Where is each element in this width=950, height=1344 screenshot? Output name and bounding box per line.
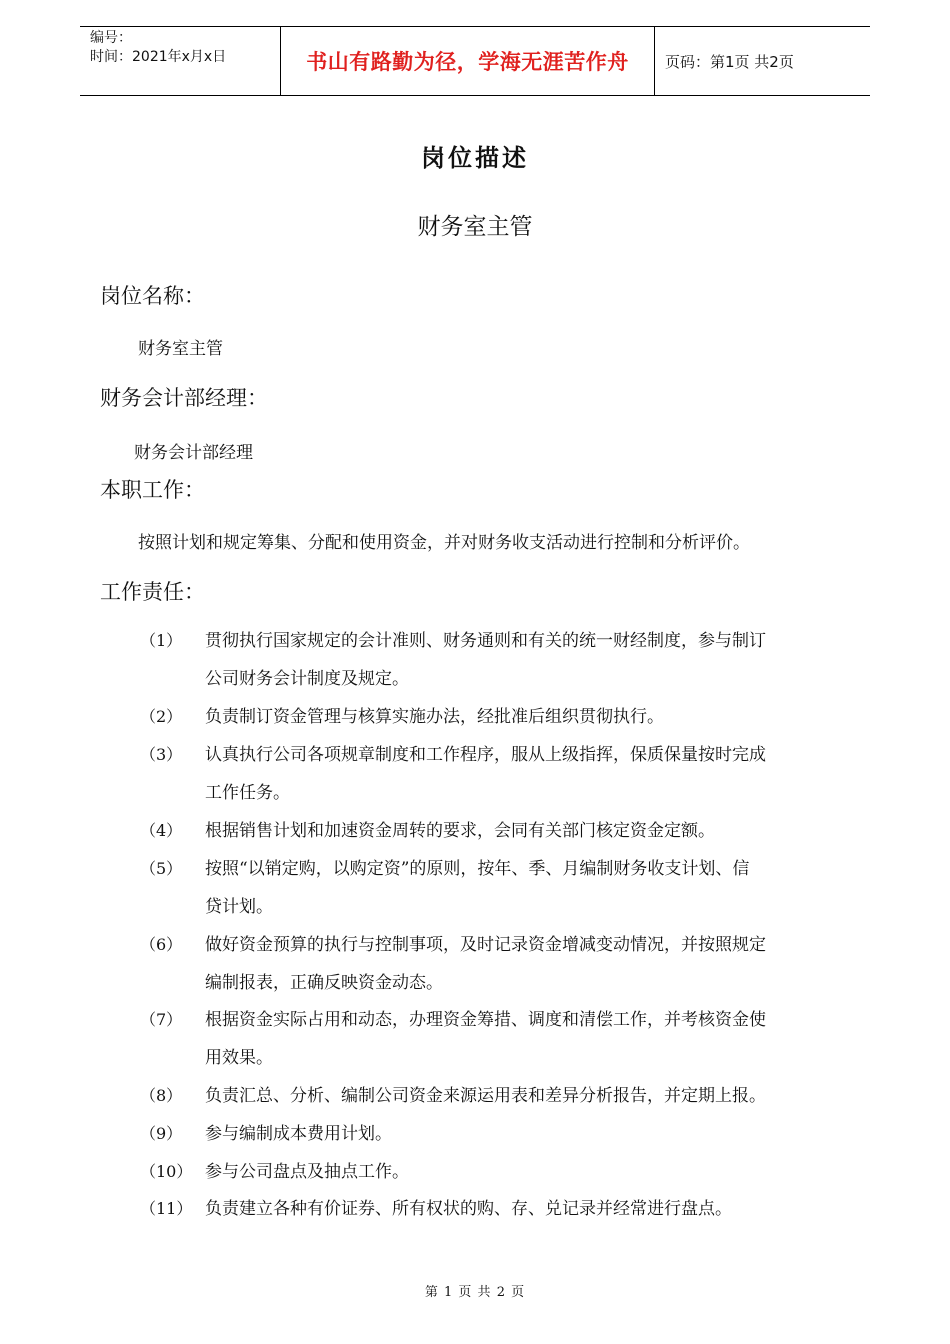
responsibility-number: （6）	[140, 935, 183, 954]
responsibility-text-cont: 用效果。	[205, 1048, 273, 1068]
responsibility-number: （8）	[140, 1086, 183, 1105]
document-header	[80, 26, 870, 96]
responsibility-text: 根据资金实际占用和动态，办理资金筹措、调度和清偿工作，并考核资金使	[205, 1010, 766, 1030]
responsibility-number: （5）	[140, 859, 183, 878]
responsibility-number: （10）	[140, 1162, 193, 1181]
responsibility-text: 负责汇总、分析、编制公司资金来源运用表和差异分析报告，并定期上报。	[205, 1086, 766, 1106]
responsibility-text-cont: 公司财务会计制度及规定。	[205, 669, 409, 689]
responsibility-text: 贯彻执行国家规定的会计准则、财务通则和有关的统一财经制度，参与制订	[205, 631, 766, 651]
header-time-label: 时间：2021年x月x日	[90, 49, 227, 65]
header-page-info: 页码：第1页 共2页	[665, 52, 794, 71]
responsibility-number: （4）	[140, 821, 183, 840]
supervisor-heading: 财务会计部经理：	[100, 386, 268, 410]
job-duty-heading: 本职工作：	[100, 478, 205, 502]
header-id-label: 编号：	[90, 30, 132, 46]
responsibility-number: （7）	[140, 1010, 183, 1029]
responsibility-text-cont: 贷计划。	[205, 897, 273, 917]
responsibility-text: 按照“以销定购，以购定资”的原则，按年、季、月编制财务收支计划、信	[205, 859, 750, 879]
responsibilities-heading: 工作责任：	[100, 580, 205, 604]
responsibility-text: 参与编制成本费用计划。	[205, 1124, 392, 1144]
responsibility-number: （2）	[140, 707, 183, 726]
position-name-heading: 岗位名称：	[100, 284, 205, 308]
page-footer: 第 1 页 共 2 页	[424, 1285, 526, 1300]
responsibility-number: （1）	[140, 631, 183, 650]
responsibility-text: 认真执行公司各项规章制度和工作程序，服从上级指挥，保质保量按时完成	[205, 745, 766, 765]
position-name-value: 财务室主管	[138, 339, 223, 359]
header-motto: 书山有路勤为径，学海无涯苦作舟	[281, 27, 655, 95]
header-meta	[80, 27, 281, 95]
job-duty-value: 按照计划和规定筹集、分配和使用资金，并对财务收支活动进行控制和分析评价。	[138, 533, 750, 553]
responsibility-text: 参与公司盘点及抽点工作。	[205, 1162, 409, 1182]
document-subtitle: 财务室主管	[417, 214, 533, 240]
responsibility-text: 根据销售计划和加速资金周转的要求，会同有关部门核定资金定额。	[205, 821, 715, 841]
responsibility-number: （3）	[140, 745, 183, 764]
supervisor-value: 财务会计部经理	[134, 443, 253, 463]
responsibility-number: （9）	[140, 1124, 183, 1143]
responsibility-number: （11）	[140, 1199, 193, 1218]
responsibility-text-cont: 工作任务。	[205, 783, 290, 803]
responsibility-text: 做好资金预算的执行与控制事项，及时记录资金增减变动情况，并按照规定	[205, 935, 766, 955]
responsibility-text: 负责制订资金管理与核算实施办法，经批准后组织贯彻执行。	[205, 707, 664, 727]
responsibility-text-cont: 编制报表，正确反映资金动态。	[205, 973, 443, 993]
responsibility-text: 负责建立各种有价证券、所有权状的购、存、兑记录并经常进行盘点。	[205, 1199, 732, 1219]
document-title: 岗位描述	[421, 144, 529, 172]
